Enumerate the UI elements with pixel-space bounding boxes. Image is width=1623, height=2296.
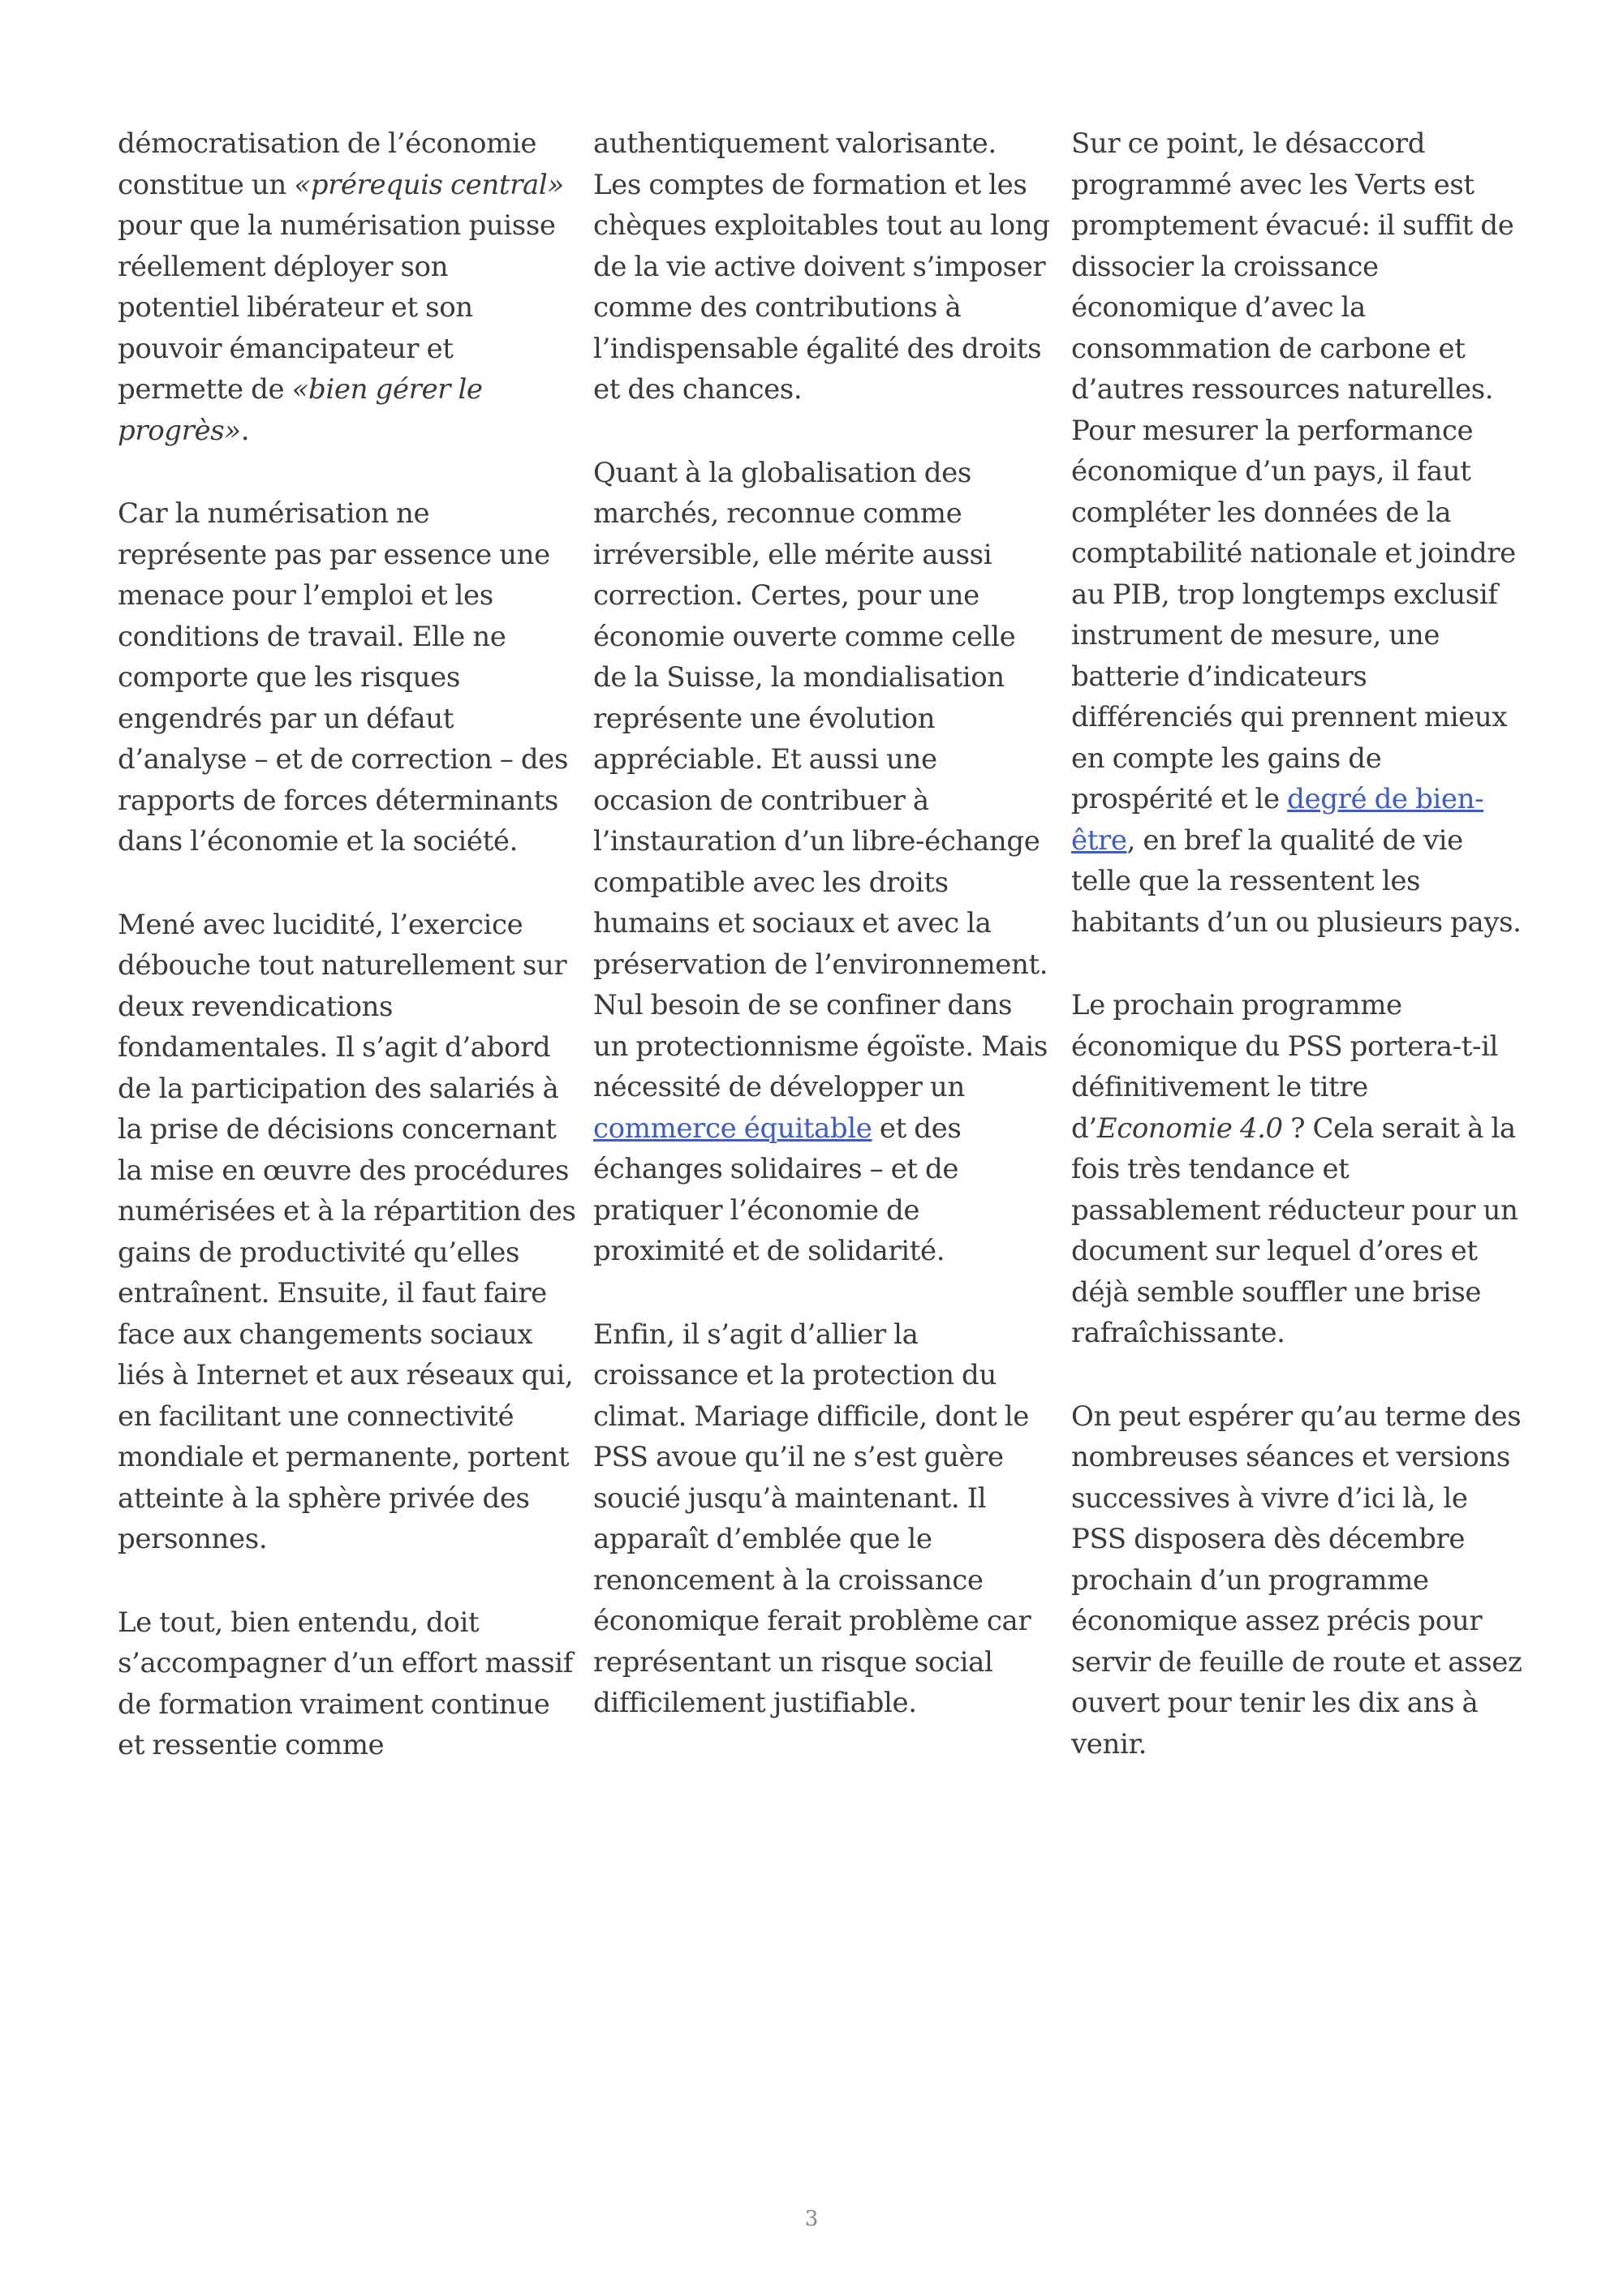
paragraph-text: pour que la numérisation puisse réellement déployer son potentiel libérateur et son pouvoir émancipateur et permette de — [118, 209, 556, 406]
paragraph: Mené avec lucidité, l’exercice débouche tout naturellement sur deux revendications fondamentales. Il s’agit d’abord de la participation des salariés à la prise de décisions concernant la mise en œuvre des procédures numérisées et à la répartition des gains de productivité qu’elles entraînent. Ensuite, il faut faire face aux changements sociaux liés à Internet et aux réseaux qui, en facilitant une connectivité mondiale et permanente, portent atteinte à la sphère privée des personnes. — [118, 908, 576, 1555]
paragraph-text: démocratisation de l’économie constitue un — [118, 127, 537, 201]
page-number: 3 — [804, 2207, 819, 2231]
paragraph: On peut espérer qu’au terme des nombreuses séances et versions successives à vivre d’ici là, le PSS disposera dès décembre prochain d’un programme économique assez précis pour servir de feuille de route et assez ouvert pour tenir les dix ans à venir. — [1071, 1400, 1522, 1761]
text-column-2 — [593, 123, 1052, 1766]
italic-title: Economie 4.0 — [1096, 1111, 1283, 1145]
paragraph — [1071, 123, 1530, 943]
paragraph-text: Sur ce point, le désaccord programmé avec les Verts est promptement évacué: il suffit de dissocier la croissance économique d’avec la consommation de carbone et d’autres ressources naturelles. Pour mesurer la performance économique d’un pays, il faut compléter les données de la comptabilité nationale et joindre au PIB, trop longtemps exclusif instrument de mesure, une batterie d’indicateurs différenciés qui prennent mieux en compte les gains de prospérité et le — [1071, 127, 1516, 815]
paragraph-text: . — [240, 414, 250, 447]
paragraph: Enfin, il s’agit d’allier la croissance et la protection du climat. Mariage difficile, dont le PSS avoue qu’il ne s’est guère soucié jusqu’à maintenant. Il apparaît d’emblée que le renoncement à la croissance économique ferait problème car représentant un risque social difficilement justifiable. — [593, 1318, 1031, 1719]
text-column-3 — [1071, 123, 1530, 1807]
italic-quote: «bien gérer le progrès» — [118, 373, 483, 447]
paragraph — [1071, 985, 1530, 1354]
paragraph: Le tout, bien entendu, doit s’accompagner d’un effort massif de formation vraiment continue et ressentie comme — [118, 1606, 573, 1761]
paragraph — [593, 453, 1052, 1272]
italic-quote: «prérequis central» — [294, 168, 564, 201]
paragraph-text: Quant à la globalisation des marchés, reconnue comme irréversible, elle mérite aussi correction. Certes, pour une économie ouverte comme celle de la Suisse, la mondialisation représente une évolution appréciable. Et aussi une occasion de contribuer à l’instauration d’un libre-échange compatible avec les droits humains et sociaux et avec la préservation de l’environnement. Nul besoin de se confiner dans un protectionnisme égoïste. Mais nécessité de développer un — [593, 456, 1048, 1103]
paragraph-text: Le prochain programme économique du PSS portera-t-il définitivement le titre d’ — [1071, 989, 1499, 1145]
commerce-equitable-link[interactable]: commerce équitable — [593, 1111, 872, 1145]
paragraph-text: , en bref la qualité de vie telle que la ressentent les habitants d’un ou plusieurs pays. — [1071, 823, 1522, 939]
paragraph-text: ? Cela serait à la fois très tendance et passablement réducteur pour un document sur lequel d’ores et déjà semble souffler une brise rafraîchissante. — [1071, 1111, 1518, 1349]
paragraph: authentiquement valorisante. Les comptes de formation et les chèques exploitables tout au long de la vie active doivent s’imposer comme des contributions à l’indispensable égalité des droits et des chances. — [593, 127, 1050, 406]
paragraph: Car la numérisation ne représente pas par essence une menace pour l’emploi et les conditions de travail. Elle ne comporte que les risques engendrés par un défaut d’analyse – et de correction – des rapports de forces déterminants dans l’économie et la société. — [118, 497, 568, 858]
degre-de-bien-etre-link[interactable]: degré de bien-être — [1071, 783, 1484, 857]
text-column-1 — [118, 123, 576, 1808]
paragraph — [118, 123, 576, 451]
paragraph-text: et des échanges solidaires – et de pratiquer l’économie de proximité et de solidarité. — [593, 1111, 962, 1267]
